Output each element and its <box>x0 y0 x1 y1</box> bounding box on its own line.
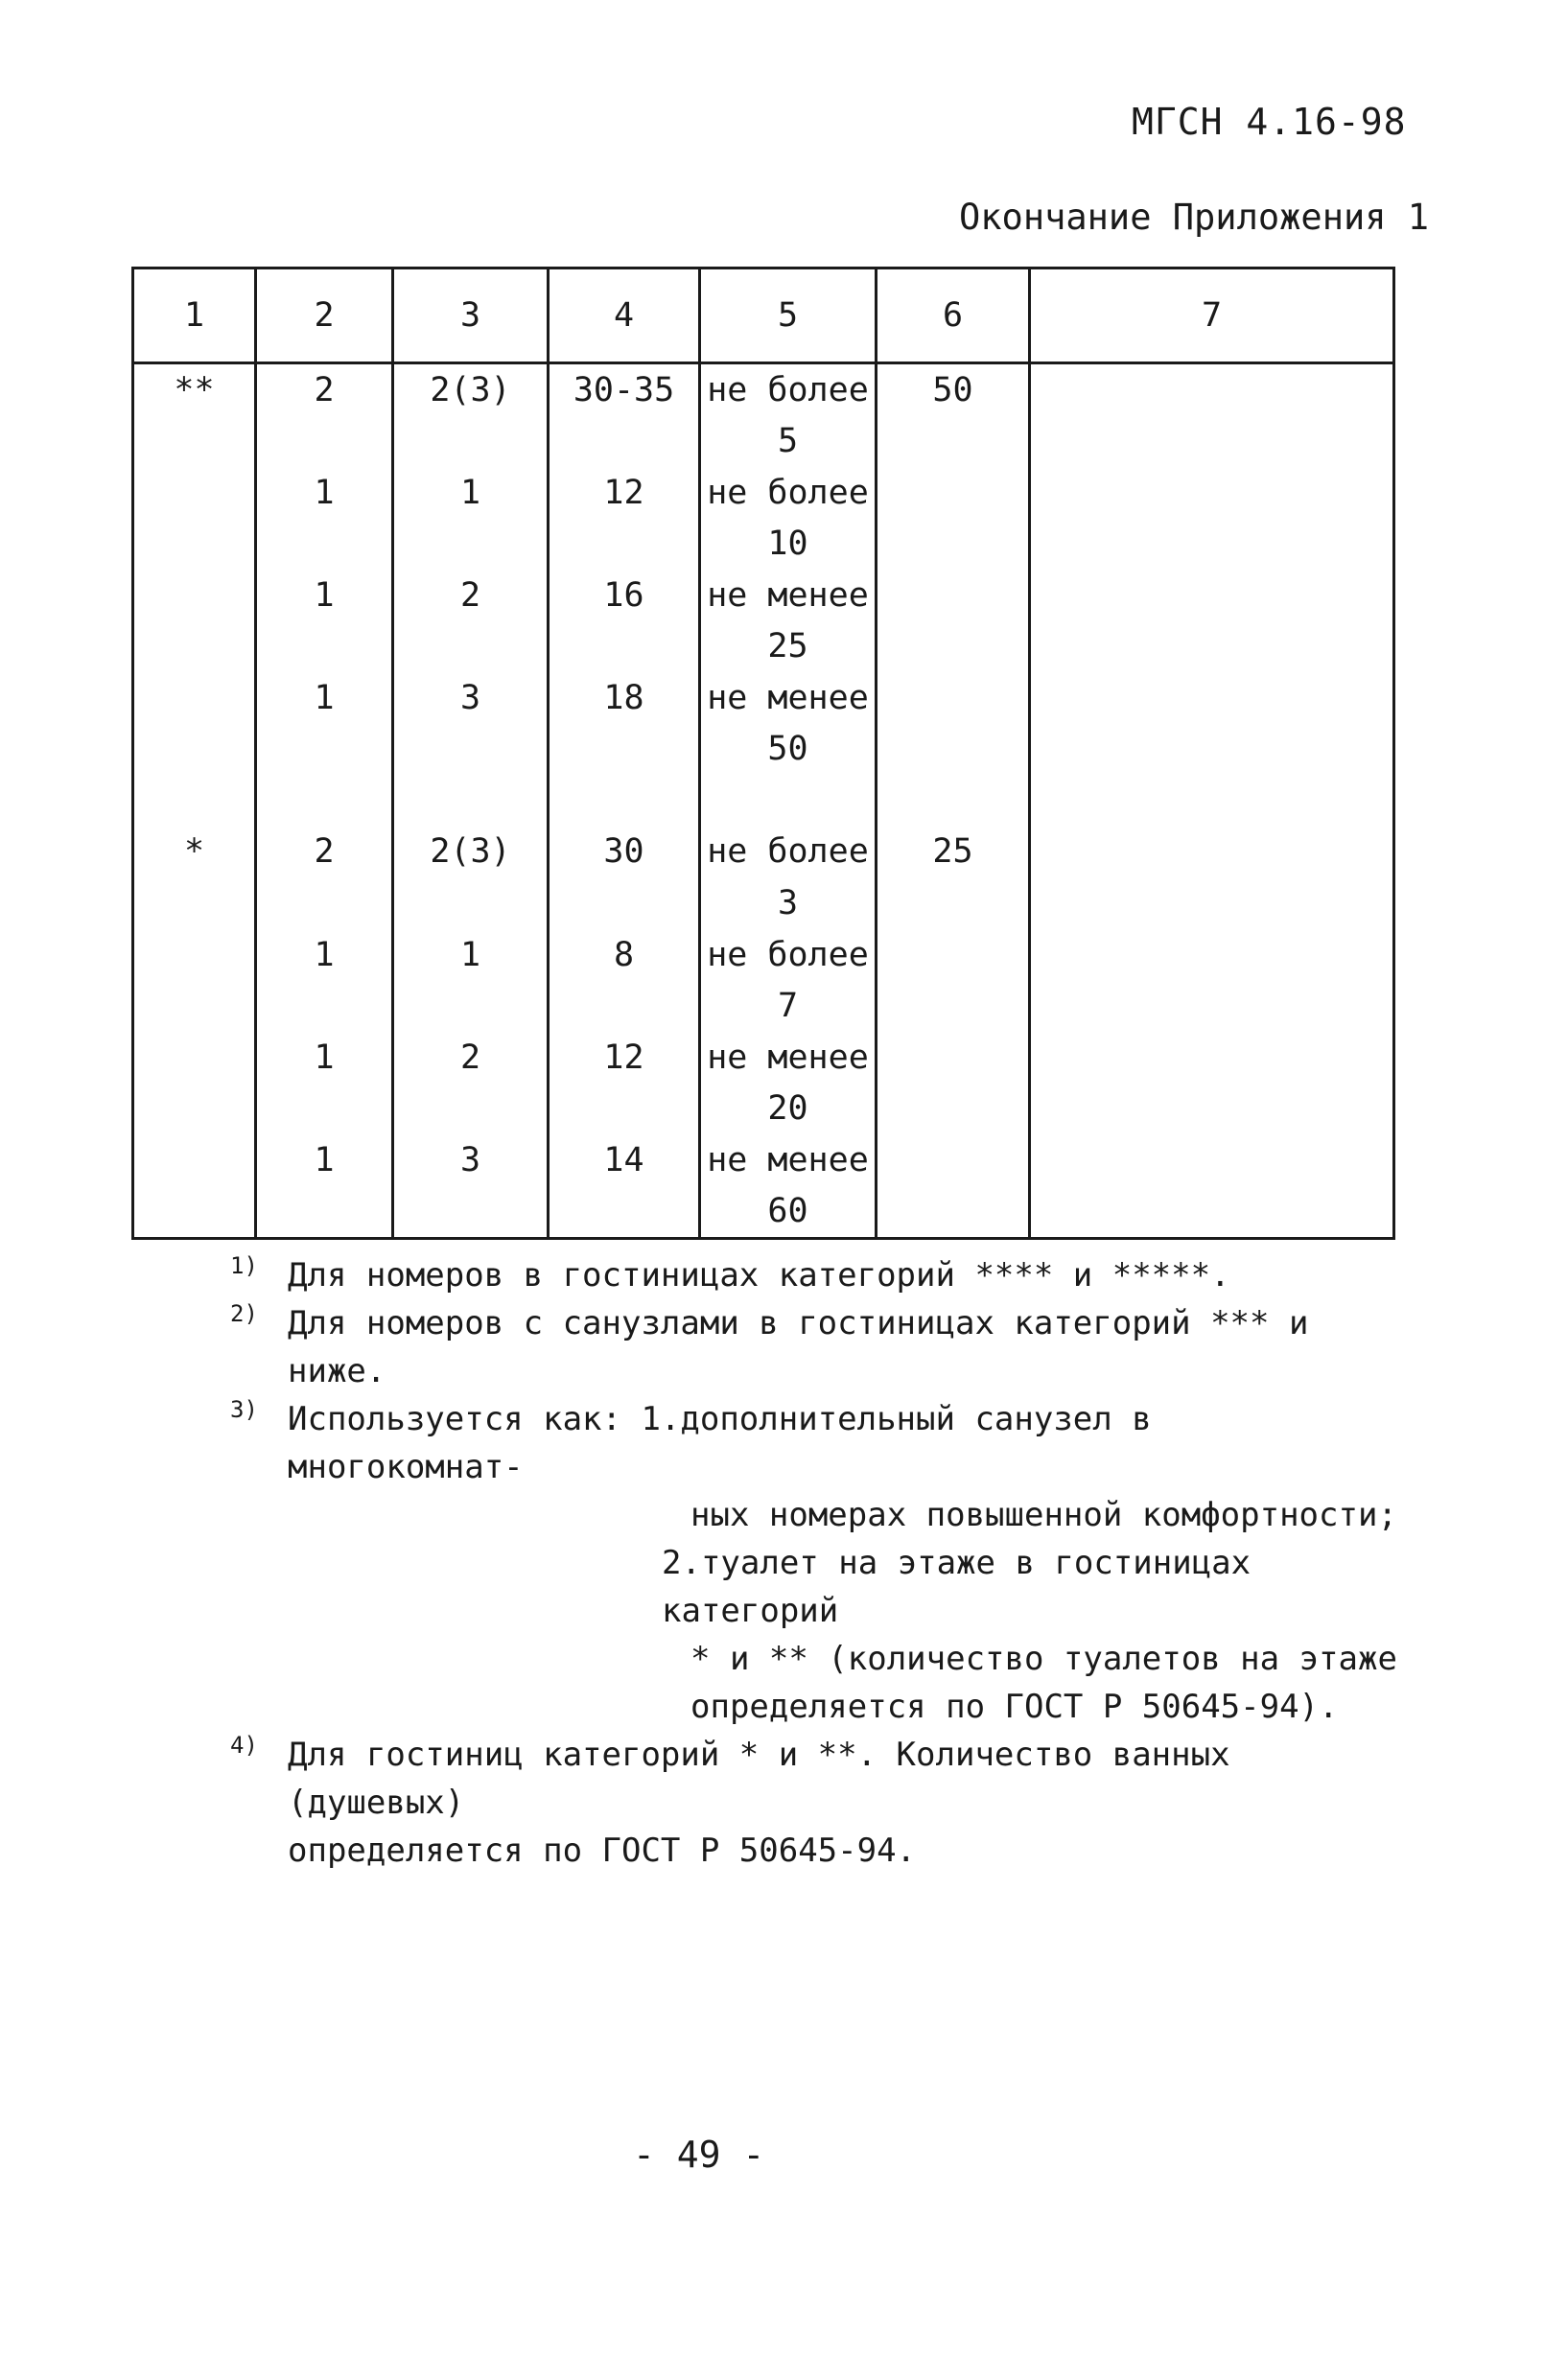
table-cell <box>393 877 549 929</box>
footnote-2 <box>230 1299 1400 1395</box>
table-cell <box>393 775 549 827</box>
table-cell <box>393 519 549 571</box>
table-cell: не более <box>700 363 877 416</box>
table-cell: 1 <box>256 570 393 621</box>
table-cell: 2 <box>256 363 393 416</box>
table-cell: 1 <box>393 467 549 519</box>
table-cell: 3 <box>393 672 549 724</box>
table-cell <box>549 877 700 929</box>
table-cell <box>1030 672 1394 724</box>
footnote-mark: 3) <box>230 1396 258 1423</box>
table-row <box>133 827 1394 878</box>
table-cell <box>133 775 256 827</box>
table-row <box>133 775 1394 827</box>
footnote-text: * и ** (количество туалетов на этаже <box>690 1640 1397 1678</box>
table-cell: 8 <box>549 929 700 981</box>
table-cell <box>549 519 700 571</box>
table-cell <box>133 724 256 776</box>
table-cell <box>393 724 549 776</box>
column-header: 6 <box>877 268 1030 363</box>
table-cell <box>1030 416 1394 468</box>
table-cell: 2 <box>393 1032 549 1084</box>
footnote-mark: 1) <box>230 1252 258 1279</box>
footnote-text: Используется как: 1.дополнительный санузел в многокомнат- <box>288 1400 1152 1486</box>
table-row <box>133 1134 1394 1186</box>
table-row <box>133 519 1394 571</box>
table-row <box>133 1032 1394 1084</box>
table-cell <box>877 724 1030 776</box>
table-cell: не менее <box>700 1134 877 1186</box>
table-cell <box>256 775 393 827</box>
table-cell <box>393 416 549 468</box>
table-cell: 7 <box>700 980 877 1032</box>
column-header: 7 <box>1030 268 1394 363</box>
table-cell <box>877 980 1030 1032</box>
table-cell <box>877 1185 1030 1238</box>
table-cell <box>393 621 549 673</box>
table-row <box>133 877 1394 929</box>
table-cell <box>877 1134 1030 1186</box>
table-cell: 3 <box>393 1134 549 1186</box>
table-cell <box>256 1083 393 1134</box>
table-cell <box>877 467 1030 519</box>
table-cell <box>700 775 877 827</box>
footnote-mark: 2) <box>230 1300 258 1327</box>
table-cell: 2(3) <box>393 363 549 416</box>
table-cell <box>1030 1185 1394 1238</box>
table-cell: 5 <box>700 416 877 468</box>
table-cell <box>549 724 700 776</box>
table-cell <box>1030 1032 1394 1084</box>
footnote-text: 2.туалет на этаже в гостиницах категорий <box>662 1544 1252 1630</box>
table-cell <box>877 929 1030 981</box>
table-header-row <box>133 268 1394 363</box>
table-cell <box>256 621 393 673</box>
table-cell <box>1030 621 1394 673</box>
table-cell <box>133 877 256 929</box>
table-cell <box>133 416 256 468</box>
table-cell: * <box>133 827 256 878</box>
footnote-text: Для гостиниц категорий * и **. Количество ванных (душевых) <box>288 1736 1230 1822</box>
column-header: 1 <box>133 268 256 363</box>
table-cell <box>1030 467 1394 519</box>
table-cell: не более <box>700 929 877 981</box>
table-cell <box>1030 1134 1394 1186</box>
table-cell <box>1030 877 1394 929</box>
table-row <box>133 467 1394 519</box>
table-cell <box>549 621 700 673</box>
table-cell <box>256 980 393 1032</box>
table-cell: 30 <box>549 827 700 878</box>
table-cell: не более <box>700 827 877 878</box>
table-cell <box>549 1185 700 1238</box>
table-cell <box>1030 570 1394 621</box>
table-cell: ** <box>133 363 256 416</box>
column-header: 2 <box>256 268 393 363</box>
table-cell <box>1030 1083 1394 1134</box>
table-cell <box>256 519 393 571</box>
table-cell <box>877 570 1030 621</box>
footnote-text: Для номеров в гостиницах категорий **** и *****. <box>288 1256 1230 1295</box>
table-cell: 50 <box>700 724 877 776</box>
column-header: 4 <box>549 268 700 363</box>
table-row <box>133 1185 1394 1238</box>
table-cell <box>133 672 256 724</box>
table-cell: 10 <box>700 519 877 571</box>
table-cell <box>877 672 1030 724</box>
table-cell <box>133 519 256 571</box>
table-cell <box>133 621 256 673</box>
table-cell <box>549 1083 700 1134</box>
table-cell <box>877 621 1030 673</box>
table-cell: 2(3) <box>393 827 549 878</box>
column-header: 5 <box>700 268 877 363</box>
table-row <box>133 724 1394 776</box>
page-number: - 49 - <box>633 2134 765 2176</box>
table-row <box>133 929 1394 981</box>
table-cell <box>877 1083 1030 1134</box>
appendix-table <box>131 267 1395 1240</box>
table-cell <box>133 1185 256 1238</box>
table-cell: 1 <box>256 1032 393 1084</box>
table-row <box>133 621 1394 673</box>
table-cell <box>1030 363 1394 416</box>
table-cell <box>133 1032 256 1084</box>
table-cell: не более <box>700 467 877 519</box>
table-cell: 12 <box>549 467 700 519</box>
table-cell <box>256 416 393 468</box>
table-cell: 1 <box>256 1134 393 1186</box>
table-cell: 1 <box>256 929 393 981</box>
footnote-text: ных номерах повышенной комфортности; <box>690 1496 1397 1534</box>
table-row <box>133 1083 1394 1134</box>
table-cell <box>393 1185 549 1238</box>
table-cell: 14 <box>549 1134 700 1186</box>
table-cell <box>1030 519 1394 571</box>
column-header: 3 <box>393 268 549 363</box>
footnote-4 <box>230 1731 1400 1875</box>
table-cell <box>1030 724 1394 776</box>
table-cell <box>256 877 393 929</box>
table-cell: 50 <box>877 363 1030 416</box>
table-cell: 16 <box>549 570 700 621</box>
table-cell: 2 <box>256 827 393 878</box>
appendix-title: Окончание Приложения 1 <box>959 197 1430 238</box>
table-cell: 25 <box>877 827 1030 878</box>
table-cell: 1 <box>256 467 393 519</box>
table-cell <box>549 775 700 827</box>
table-cell <box>1030 929 1394 981</box>
footnote-text: определяется по ГОСТ Р 50645-94. <box>288 1832 917 1870</box>
table-row <box>133 672 1394 724</box>
document-code: МГСН 4.16-98 <box>1132 101 1407 143</box>
table-cell <box>133 1134 256 1186</box>
table-cell <box>1030 775 1394 827</box>
table-cell: не менее <box>700 570 877 621</box>
table-cell <box>256 724 393 776</box>
table-cell: 1 <box>393 929 549 981</box>
table-cell <box>877 1032 1030 1084</box>
table-cell: не менее <box>700 1032 877 1084</box>
table-row <box>133 363 1394 416</box>
table-cell <box>877 416 1030 468</box>
footnote-3 <box>230 1395 1400 1731</box>
table-cell: 1 <box>256 672 393 724</box>
table-cell <box>549 416 700 468</box>
table-cell: не менее <box>700 672 877 724</box>
table-cell <box>133 929 256 981</box>
table-cell <box>393 1083 549 1134</box>
table-cell <box>133 980 256 1032</box>
table-cell <box>877 775 1030 827</box>
table-cell: 12 <box>549 1032 700 1084</box>
table-cell <box>393 980 549 1032</box>
footnotes <box>230 1251 1400 1875</box>
table-cell: 60 <box>700 1185 877 1238</box>
table-cell <box>256 1185 393 1238</box>
table-cell <box>877 519 1030 571</box>
footnote-1 <box>230 1251 1400 1299</box>
table-cell: 18 <box>549 672 700 724</box>
table-cell <box>133 1083 256 1134</box>
table-cell: 20 <box>700 1083 877 1134</box>
table-cell <box>549 980 700 1032</box>
table-cell <box>133 467 256 519</box>
table-cell: 25 <box>700 621 877 673</box>
table-cell <box>1030 980 1394 1032</box>
table-cell <box>1030 827 1394 878</box>
table-cell: 2 <box>393 570 549 621</box>
footnote-mark: 4) <box>230 1732 258 1759</box>
table-row <box>133 416 1394 468</box>
table-cell: 3 <box>700 877 877 929</box>
footnote-text: Для номеров с санузлами в гостиницах категорий *** и ниже. <box>288 1304 1309 1390</box>
footnote-text: определяется по ГОСТ Р 50645-94). <box>690 1688 1339 1726</box>
table-row <box>133 570 1394 621</box>
table-cell <box>133 570 256 621</box>
table-row <box>133 980 1394 1032</box>
table-cell: 30-35 <box>549 363 700 416</box>
table-cell <box>877 877 1030 929</box>
